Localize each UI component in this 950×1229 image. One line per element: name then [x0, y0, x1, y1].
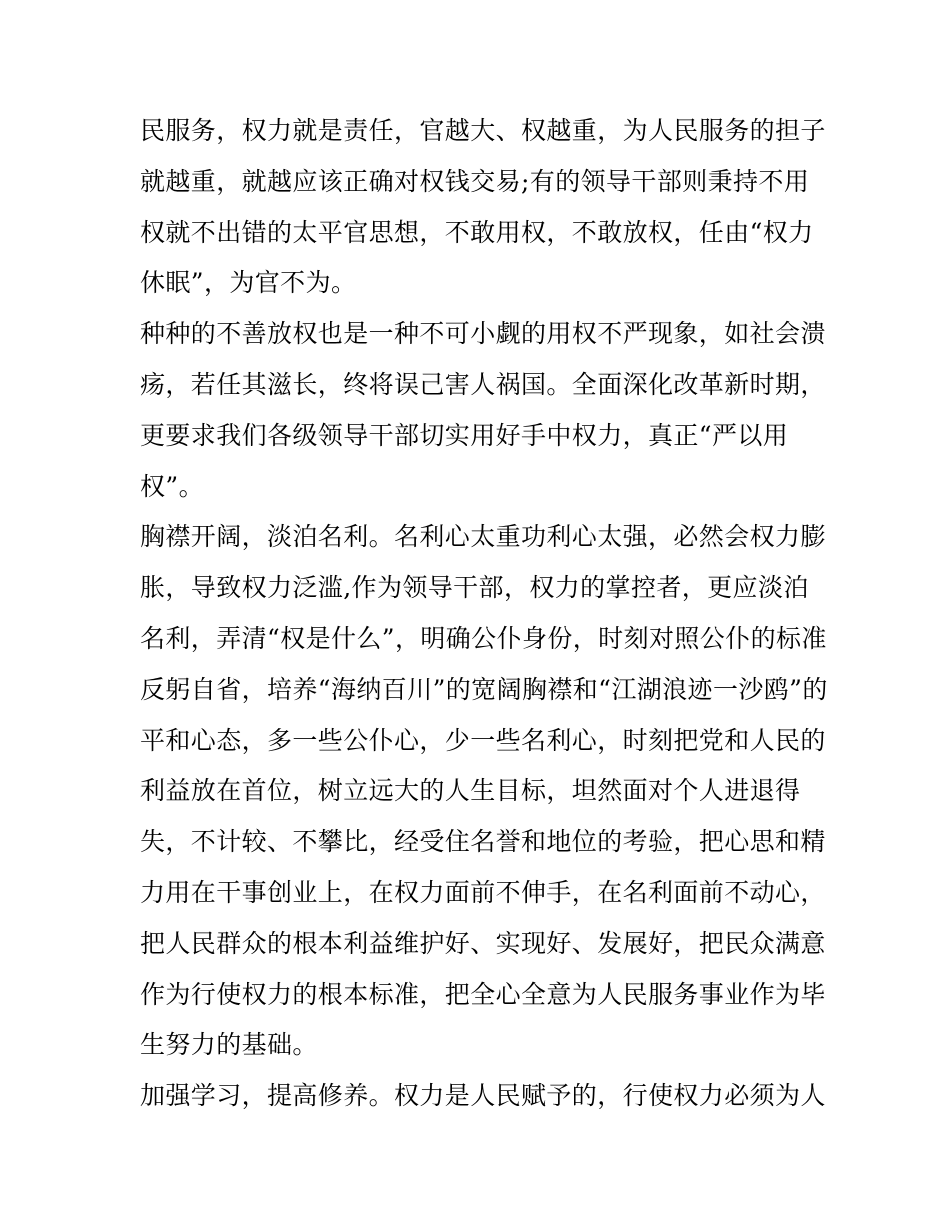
paragraph-3 — [140, 512, 840, 1071]
text-line: 平和心态，多一些公仆心，少一些名利心，时刻把党和人民的 — [140, 725, 826, 755]
text-line: 加强学习，提高修养。权力是人民赋予的，行使权力必须为人 — [140, 1081, 826, 1111]
text-line: 休眠”，为官不为。 — [140, 268, 357, 298]
text-line: 胀，导致权力泛滥,作为领导干部，权力的掌控者，更应淡泊 — [140, 573, 809, 603]
text-line: 利益放在首位，树立远大的人生目标，坦然面对个人进退得 — [140, 776, 801, 806]
text-line: 疡，若任其滋长，终将误己害人祸国。全面深化改革新时期， — [140, 369, 826, 399]
paragraph-1 — [140, 106, 840, 309]
text-line: 胸襟开阔，淡泊名利。名利心太重功利心太强，必然会权力膨 — [140, 522, 826, 552]
text-line: 力用在干事创业上，在权力面前不伸手，在名利面前不动心， — [140, 877, 826, 907]
text-line: 权就不出错的太平官思想，不敢用权，不敢放权，任由“权力 — [140, 217, 814, 247]
text-line: 权”。 — [140, 471, 204, 501]
text-line: 作为行使权力的根本标准，把全心全意为人民服务事业作为毕 — [140, 979, 826, 1009]
text-line: 就越重，就越应该正确对权钱交易;有的领导干部则秉持不用 — [140, 166, 810, 196]
text-line: 种种的不善放权也是一种不可小觑的用权不严现象，如社会溃 — [140, 319, 826, 349]
paragraph-2 — [140, 309, 840, 512]
text-line: 生努力的基础。 — [140, 1030, 318, 1060]
paragraph-4 — [140, 1071, 840, 1122]
text-line: 失，不计较、不攀比，经受住名誉和地位的考验，把心思和精 — [140, 827, 826, 857]
text-line: 民服务，权力就是责任，官越大、权越重，为人民服务的担子 — [140, 116, 826, 145]
document-body — [140, 106, 840, 1122]
text-line: 把人民群众的根本利益维护好、实现好、发展好，把民众满意 — [140, 928, 826, 958]
text-line: 名利，弄清“权是什么”，明确公仆身份，时刻对照公仆的标准 — [140, 623, 827, 653]
text-line: 更要求我们各级领导干部切实用好手中权力，真正“严以用 — [140, 420, 789, 450]
text-line: 反躬自省，培养“海纳百川”的宽阔胸襟和“江湖浪迹一沙鸥”的 — [140, 674, 828, 704]
